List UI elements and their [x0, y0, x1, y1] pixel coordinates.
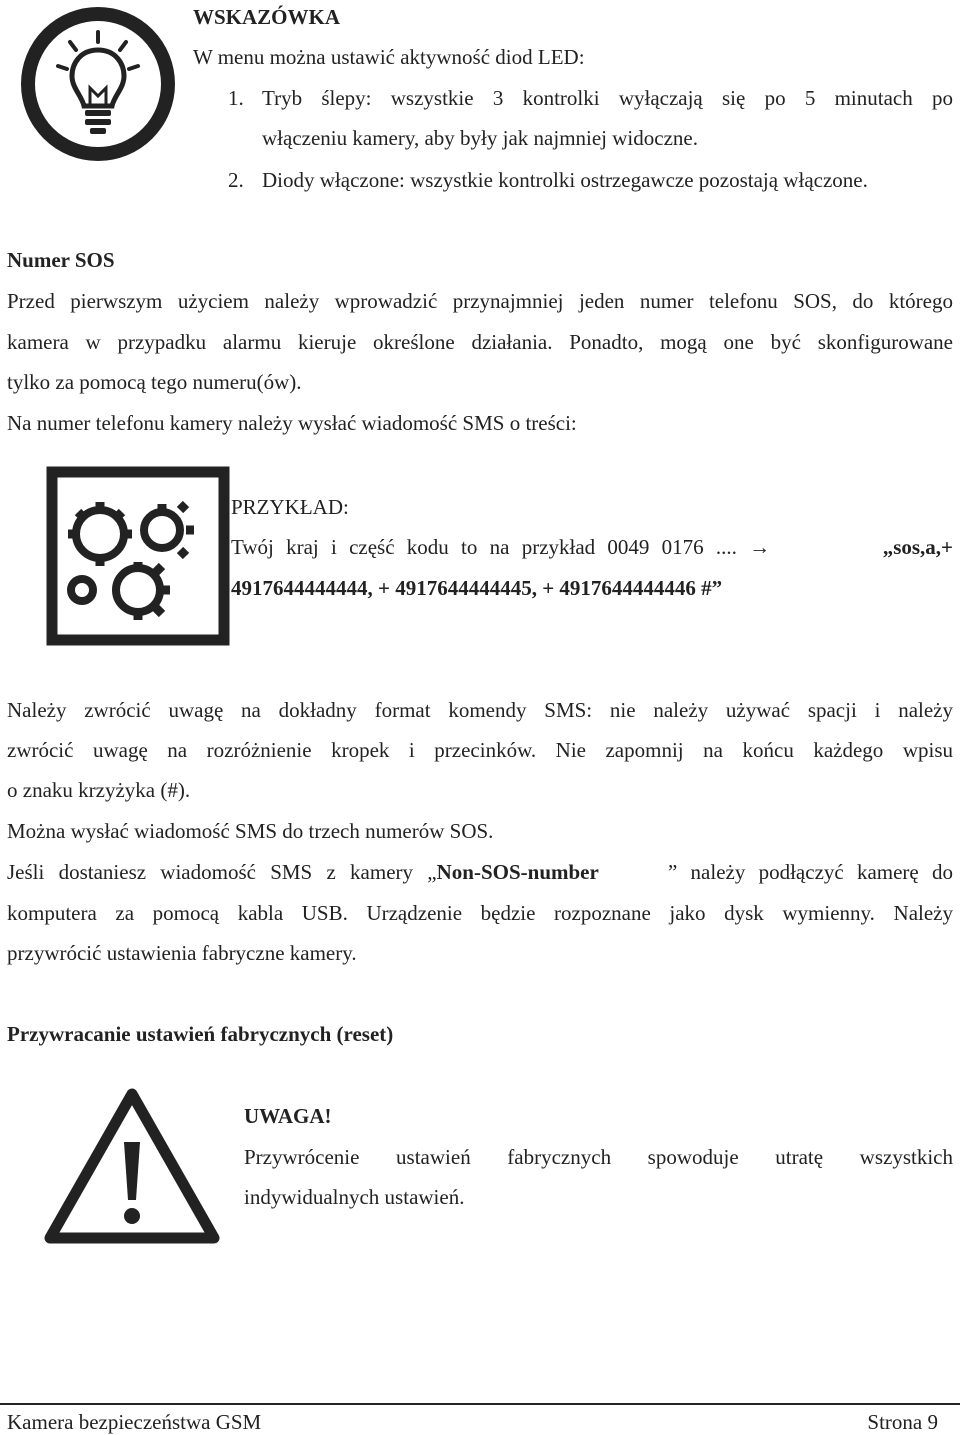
tip-intro: W menu można ustawić aktywność diod LED:: [193, 45, 585, 69]
gears-icon: [46, 466, 230, 646]
sos-paragraph-line: tylko za pomocą tego numeru(ów).: [7, 370, 302, 394]
nonsos-bold-term: Non-SOS-number: [436, 860, 599, 884]
sos-heading: Numer SOS: [7, 248, 115, 272]
example-code-start: „sos,a,+: [882, 535, 953, 559]
warning-heading: UWAGA!: [244, 1104, 332, 1128]
note-line: Można wysłać wiadomość SMS do trzech numerów SOS.: [7, 819, 494, 843]
tip-heading: WSKAZÓWKA: [193, 5, 341, 29]
tip-item-1-line2: włączeniu kamery, aby były jak najmniej widoczne.: [262, 126, 698, 150]
nonsos-post: ” należy podłączyć kamerę do: [667, 860, 953, 884]
warning-triangle-icon: [44, 1086, 220, 1246]
nonsos-line-3: przywrócić ustawienia fabryczne kamery.: [7, 941, 357, 965]
sos-paragraph-line: Przed pierwszym użyciem należy wprowadzić przynajmniej jeden numer telefonu SOS, do którego: [7, 289, 953, 313]
tip-item-2-line1: Diody włączone: wszystkie kontrolki ostrzegawcze pozostają włączone.: [262, 168, 868, 192]
example-line-1: [231, 534, 953, 560]
sos-paragraph-line: kamera w przypadku alarmu kieruje określone działania. Ponadto, mogą one być skonfigurowane: [7, 330, 953, 354]
warning-line-1: Przywrócenie ustawień fabrycznych spowoduje utratę wszystkich: [244, 1145, 953, 1169]
note-line: Należy zwrócić uwagę na dokładny format komendy SMS: nie należy używać spacji i należy: [7, 698, 953, 722]
nonsos-line-2: komputera za pomocą kabla USB. Urządzenie będzie rozpoznane jako dysk wymienny. Należy: [7, 901, 953, 925]
warning-line-2: indywidualnych ustawień.: [244, 1185, 465, 1209]
footer-rule: [0, 1403, 960, 1405]
tip-item-2-number: 2.: [228, 168, 244, 192]
note-line: zwrócić uwagę na rozróżnienie kropek i przecinków. Nie zapomnij na końcu każdego wpisu: [7, 738, 953, 762]
nonsos-pre: Jeśli dostaniesz wiadomość SMS z kamery „: [7, 860, 437, 884]
reset-heading: Przywracanie ustawień fabrycznych (reset): [7, 1022, 394, 1046]
note-line: o znaku krzyżyka (#).: [7, 778, 191, 802]
lightbulb-icon: [18, 4, 178, 164]
page-number: Strona 9: [867, 1410, 938, 1434]
example-heading: PRZYKŁAD:: [231, 495, 349, 519]
tip-item-1-line1: Tryb ślepy: wszystkie 3 kontrolki wyłączają się po 5 minutach po: [262, 86, 953, 110]
nonsos-line-1: [7, 859, 953, 885]
nonsos-text-start: [7, 859, 599, 885]
example-code-numbers: 4917644444444, + 4917644444445, + 4917644444446 #”: [231, 576, 723, 600]
sos-instruction: Na numer telefonu kamery należy wysłać wiadomość SMS o treści:: [7, 411, 577, 435]
example-line-1-text: Twój kraj i część kodu to na przykład 0049 0176 .... →: [231, 535, 771, 559]
footer-title: Kamera bezpieczeństwa GSM: [7, 1410, 262, 1434]
tip-item-1-number: 1.: [228, 86, 244, 110]
